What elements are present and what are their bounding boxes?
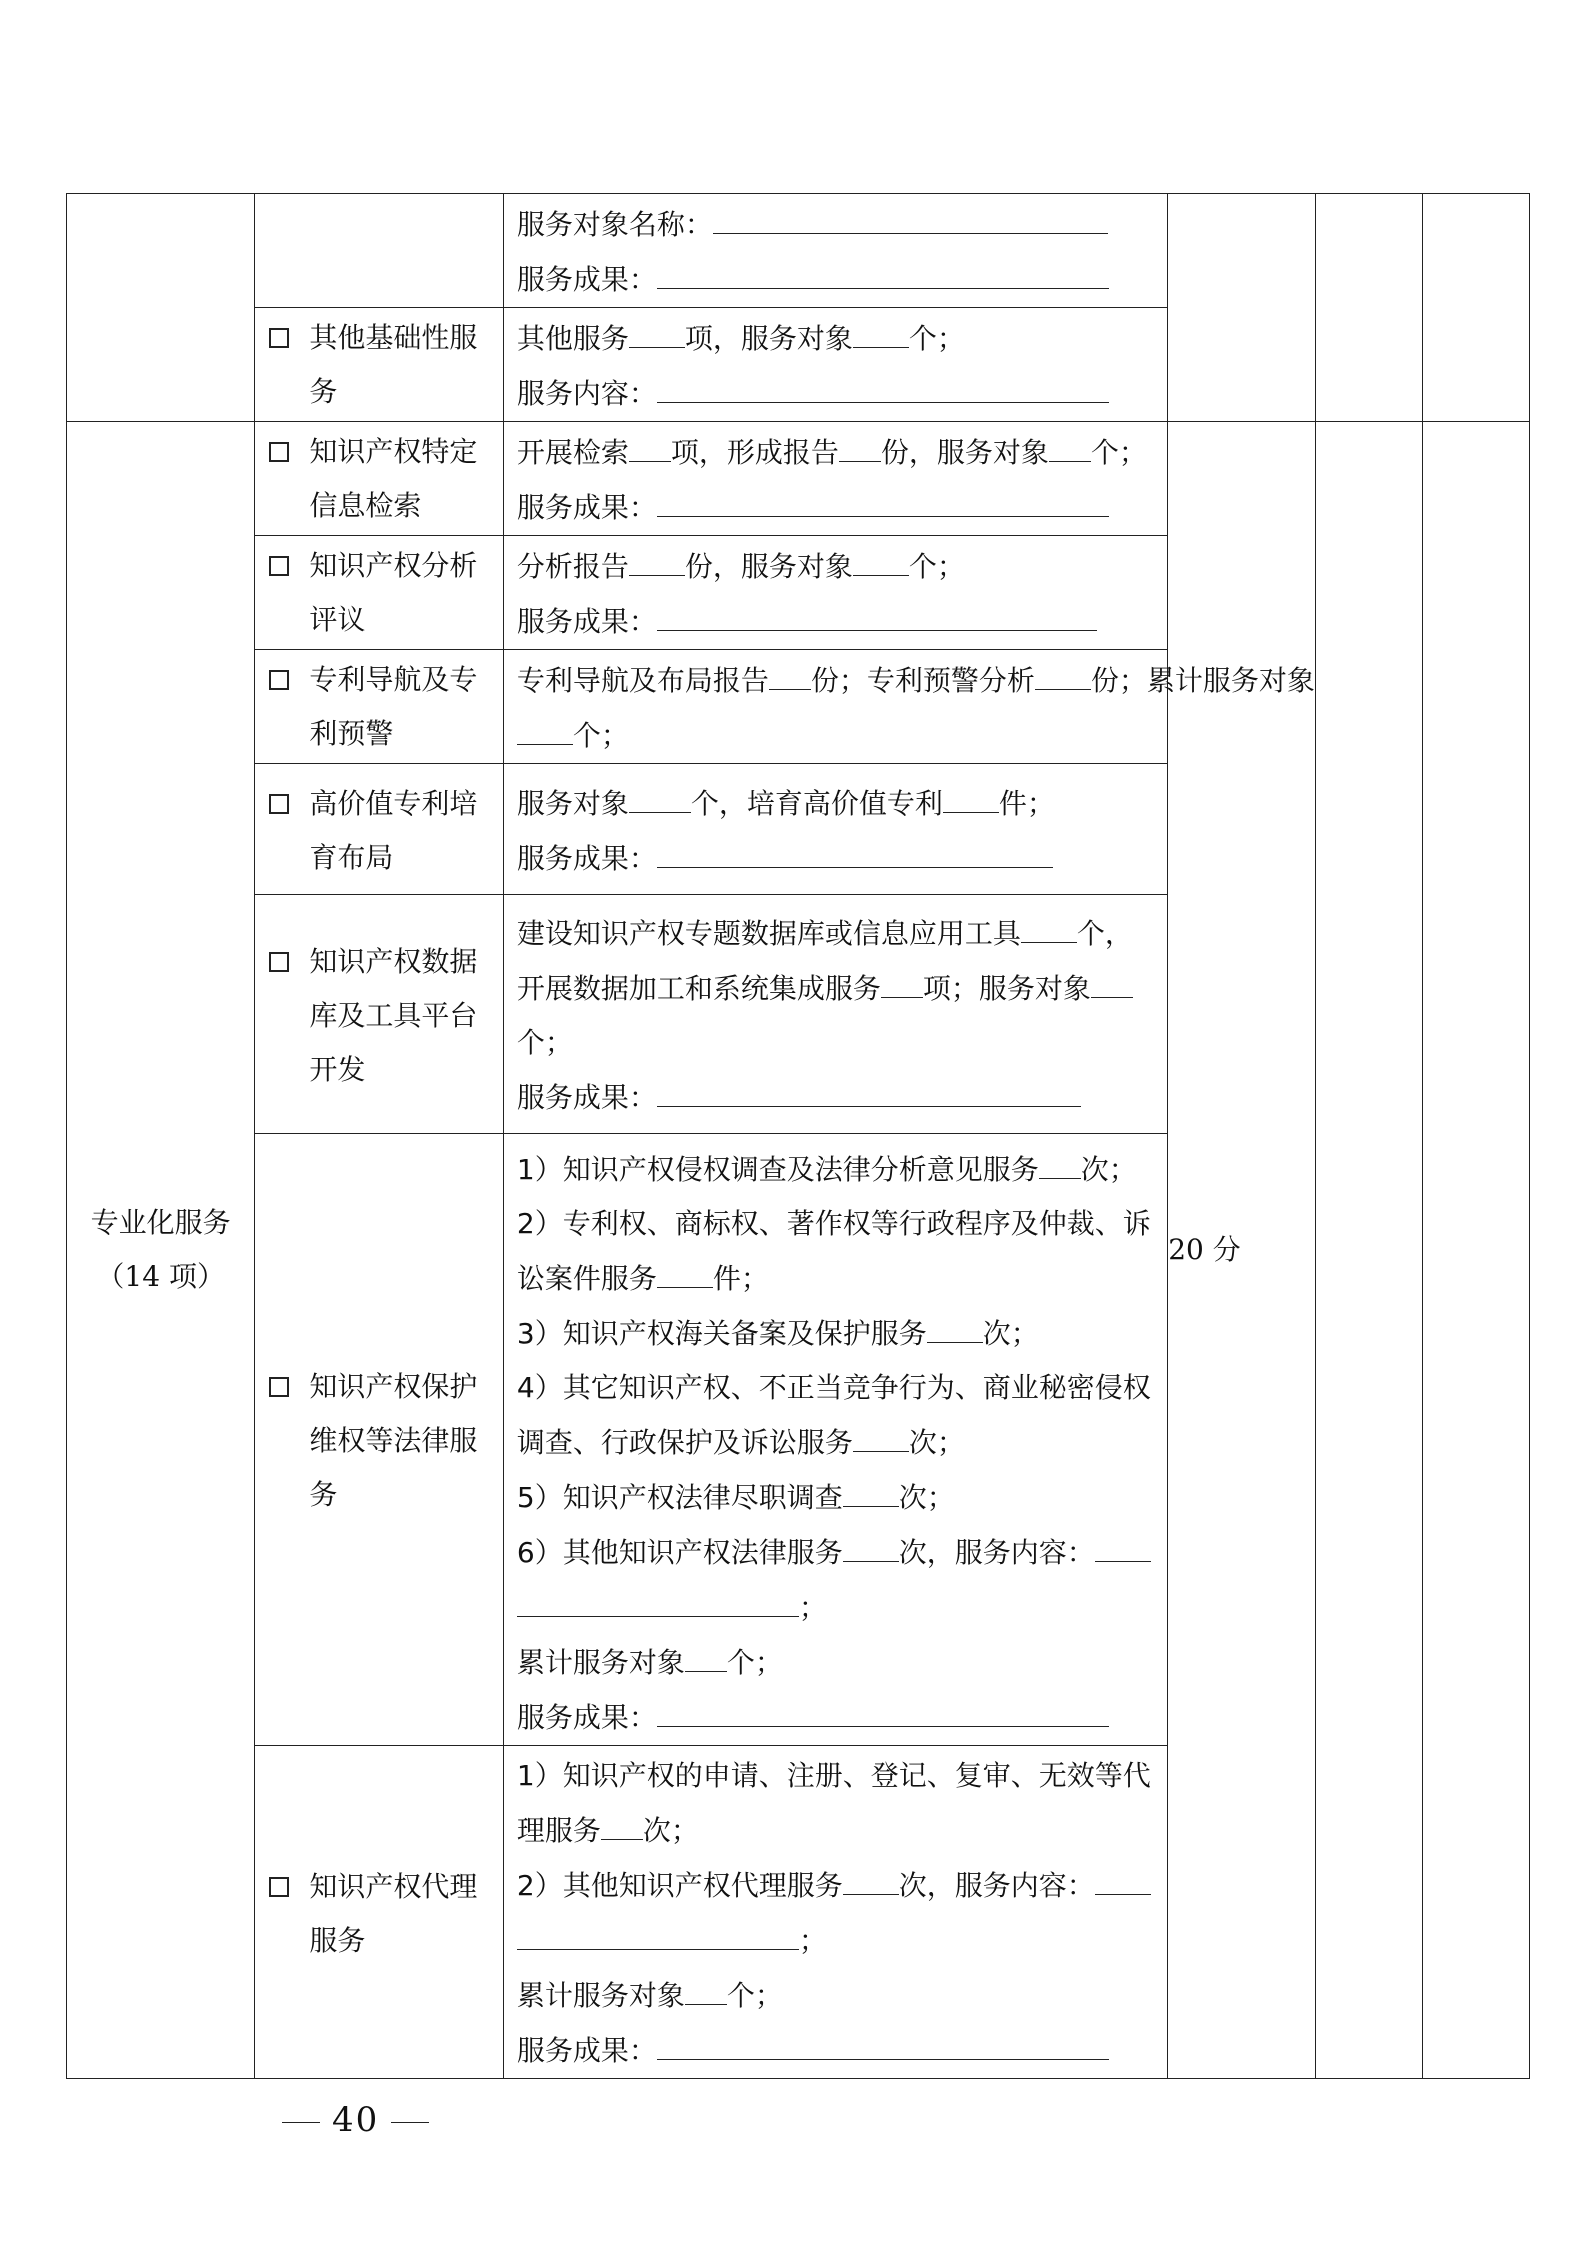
item-cell [255,1746,504,2079]
text: 个，培育高价值专利 [690,786,943,820]
blank-underline[interactable] [685,1635,727,1672]
blank-underline[interactable] [657,1690,1109,1727]
text: 5）知识产权法律尽职调查 [516,1481,843,1514]
text: 服务成果： [516,605,657,638]
checkbox[interactable] [269,328,289,348]
checkbox[interactable] [269,952,289,972]
blank-underline[interactable] [1095,1858,1151,1895]
category-count: （14 项） [96,1260,225,1293]
checkbox[interactable] [269,442,289,462]
blank-underline[interactable] [853,311,909,348]
blank-underline[interactable] [1095,1525,1151,1562]
blank-underline[interactable] [853,1415,909,1452]
text: 个； [726,1646,783,1679]
content-cell [503,1746,1167,2079]
content-cell [503,536,1167,650]
evaluation-table [66,193,1530,2079]
blank-underline[interactable] [629,425,671,462]
item-label: 知识产权数据库及工具平台开发 [309,944,478,1086]
blank-underline[interactable] [685,1968,727,2005]
text: 次； [982,1317,1039,1350]
text: 1）知识产权侵权调查及法律分析意见服务 [516,1153,1039,1186]
blank-underline[interactable] [657,252,1109,289]
blank-underline[interactable] [843,1858,899,1895]
text: 服务成果： [516,263,657,296]
text: 个； [516,1026,573,1059]
blank-underline[interactable] [657,594,1097,631]
text: 次； [642,1814,699,1847]
text: 个，开展数据加工和系统集成服务 [516,917,1133,1005]
category-cell-empty [67,194,255,422]
blank-underline[interactable] [1091,961,1133,998]
blank-underline[interactable] [657,1251,713,1288]
blank-underline[interactable] [843,1470,899,1507]
content-cell [503,1134,1167,1746]
text: 服务成果： [516,841,657,875]
blank-underline[interactable] [1035,653,1091,690]
item-label: 知识产权特定信息检索 [309,435,478,522]
text: 个； [572,719,629,752]
item-cell [255,422,504,536]
text: 2）专利权、商标权、著作权等行政程序及仲裁、诉讼案件服务 [516,1207,1151,1295]
blank-underline[interactable] [853,539,909,576]
checkbox[interactable] [269,556,289,576]
blank-underline[interactable] [629,776,691,813]
item-cell [255,764,504,895]
blank-underline[interactable] [843,1525,899,1562]
text: 次； [898,1481,955,1514]
text: 3）知识产权海关备案及保护服务 [516,1317,927,1350]
blank-cell [1422,194,1529,422]
text: 服务成果： [516,1701,657,1734]
score-value: 20 分 [1168,1233,1241,1266]
text: 分析报告 [516,550,629,583]
item-label: 知识产权代理服务 [309,1869,478,1957]
text: 份；累计服务对象 [1090,664,1315,697]
blank-underline[interactable] [629,539,685,576]
blank-cell [1315,194,1422,422]
blank-underline[interactable] [657,480,1109,517]
item-label: 其他基础性服务 [309,321,478,408]
category-label: 专业化服务 [90,1206,231,1239]
blank-underline[interactable] [927,1306,983,1343]
text: 服务内容： [516,377,657,410]
table-row [67,194,1530,308]
text: 个； [908,322,965,355]
item-label: 知识产权保护维权等法律服务 [309,1370,478,1511]
text: 4）其它知识产权、不正当竞争行为、商业秘密侵权调查、行政保护及诉讼服务 [516,1371,1151,1459]
blank-underline[interactable] [881,961,923,998]
text: 个； [908,550,965,583]
blank-underline[interactable] [601,1803,643,1840]
text: 份，服务对象 [880,436,1049,469]
text: 次； [1080,1153,1137,1186]
category-cell [67,422,255,2079]
content-cell [503,194,1167,308]
text: 其他服务 [516,322,629,355]
text: 份；专利预警分析 [810,664,1035,697]
text: 专利导航及布局报告 [516,664,769,697]
blank-underline[interactable] [517,1580,799,1617]
item-cell [255,1134,504,1746]
page-number: 40 [332,2100,380,2140]
text: ； [798,1591,827,1624]
blank-underline[interactable] [657,1070,1081,1107]
footer-dash [391,2122,429,2123]
text: ； [798,1924,827,1957]
blank-underline[interactable] [1049,425,1091,462]
blank-underline[interactable] [713,197,1108,234]
text: 累计服务对象 [516,1646,685,1679]
checkbox[interactable] [269,794,289,814]
text: 项；服务对象 [922,972,1091,1005]
text: 2）其他知识产权代理服务 [516,1869,843,1902]
checkbox[interactable] [269,670,289,690]
content-cell [503,308,1167,422]
blank-underline[interactable] [943,776,999,813]
content-cell [503,650,1315,764]
text: 1）知识产权的申请、注册、登记、复审、无效等代理服务 [516,1759,1151,1847]
content-cell [503,764,1167,895]
blank-underline[interactable] [1021,906,1077,943]
page-footer [270,2100,441,2140]
blank-underline[interactable] [657,366,1109,403]
footer-dash [282,2122,320,2123]
blank-underline[interactable] [657,2023,1109,2060]
item-cell [255,650,504,764]
blank-cell [1315,422,1422,2079]
text: 项，服务对象 [684,322,853,355]
text: 次，服务内容： [898,1869,1095,1902]
text: 累计服务对象 [516,1979,685,2012]
blank-underline[interactable] [629,311,685,348]
text: 服务成果： [516,491,657,524]
text: 建设知识产权专题数据库或信息应用工具 [516,917,1021,950]
item-label: 专利导航及专利预警 [309,663,478,750]
item-label: 高价值专利培育布局 [309,786,478,874]
text: 项，形成报告 [670,436,839,469]
text: 个； [726,1979,783,2012]
blank-cell [1422,422,1529,2079]
text: 服务对象 [516,786,629,820]
score-cell-empty [1168,194,1315,422]
text: 6）其他知识产权法律服务 [516,1536,843,1569]
blank-underline[interactable] [657,831,1053,868]
table-row [67,422,1530,536]
text: 份，服务对象 [684,550,853,583]
blank-underline[interactable] [769,653,811,690]
item-cell [255,536,504,650]
checkbox[interactable] [269,1877,289,1897]
text: 个； [1090,436,1147,469]
blank-underline[interactable] [517,1913,799,1950]
text: 件； [998,786,1055,820]
text: 次； [908,1426,965,1459]
checkbox[interactable] [269,1377,289,1397]
item-cell-empty [255,194,504,308]
item-cell [255,308,504,422]
blank-underline[interactable] [517,708,573,745]
blank-underline[interactable] [839,425,881,462]
content-cell [503,895,1167,1134]
content-cell [503,422,1167,536]
item-cell [255,895,504,1134]
text: 服务成果： [516,1081,657,1114]
text: 开展检索 [516,436,629,469]
text: 服务对象名称： [516,208,713,241]
text: 件； [712,1262,769,1295]
item-label: 知识产权分析评议 [309,549,478,636]
blank-underline[interactable] [1039,1142,1081,1179]
text: 服务成果： [516,2034,657,2067]
text: 次，服务内容： [898,1536,1095,1569]
